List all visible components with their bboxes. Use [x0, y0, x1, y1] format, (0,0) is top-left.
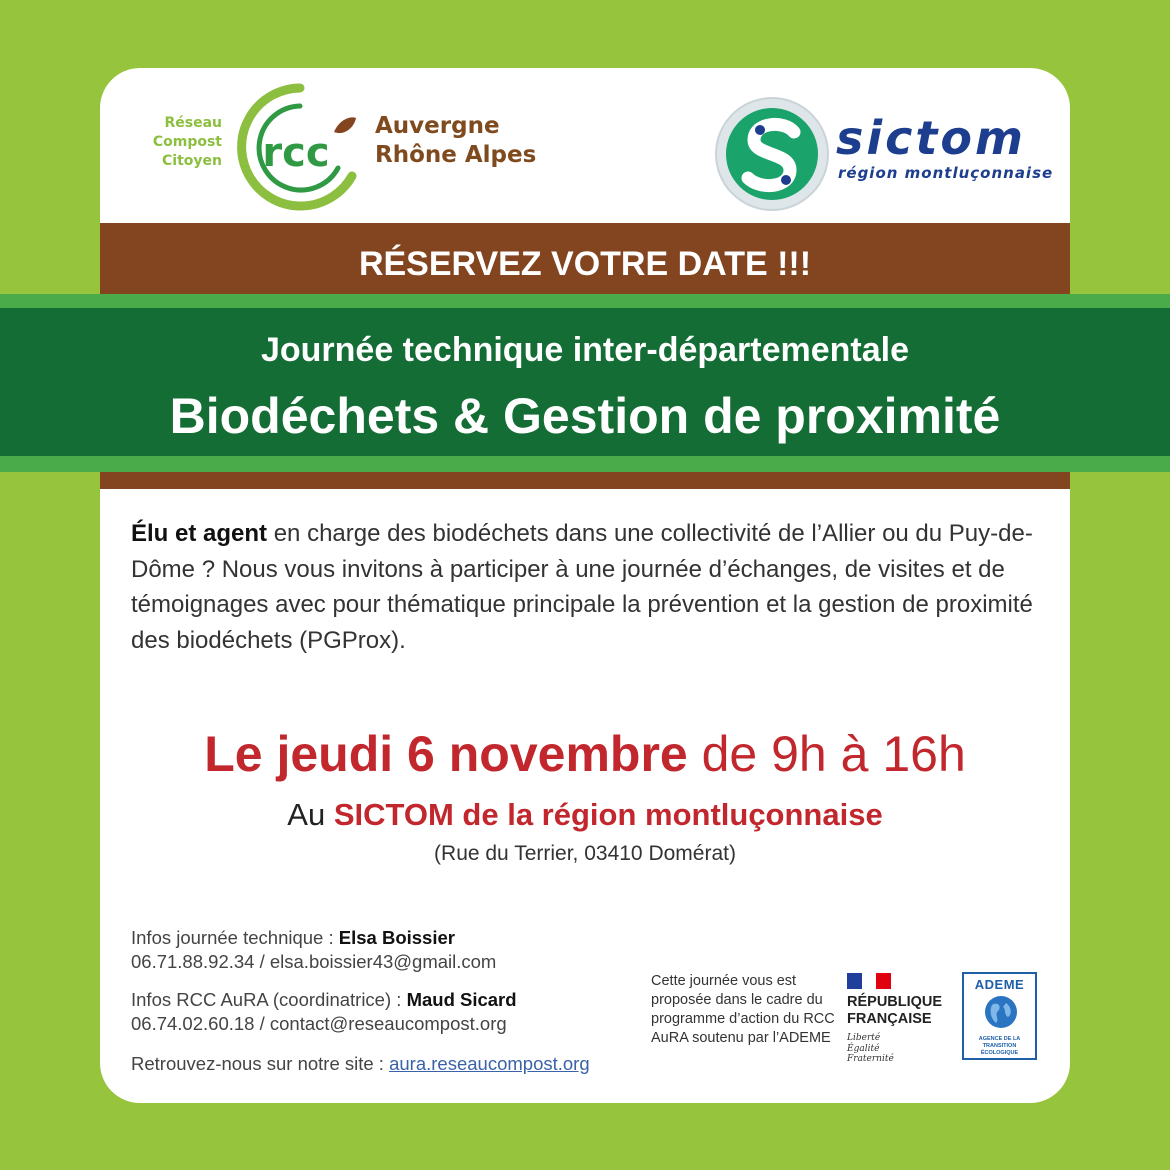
- rf-title-line: RÉPUBLIQUE: [847, 994, 943, 1010]
- ademe-subtitle: [966, 1036, 1033, 1057]
- venue-name: SICTOM de la région montluçonnaise: [333, 797, 883, 832]
- sictom-logo-icon: [712, 94, 832, 214]
- title-band-bottom-strip: [100, 472, 1070, 489]
- flyer-card: [100, 68, 1070, 1103]
- save-date-text: RÉSERVEZ VOTRE DATE !!!: [358, 245, 812, 283]
- rcc-logo-region: [375, 112, 536, 170]
- contact-tech-label: Infos journée technique :: [131, 927, 339, 948]
- sictom-logo-subtitle: région montluçonnaise: [838, 164, 1054, 182]
- event-subtitle: Journée technique inter-départementale: [260, 331, 910, 369]
- rcc-logo-tagline: [142, 114, 222, 171]
- event-venue: [100, 796, 1070, 834]
- rf-motto-line: Liberté: [847, 1033, 881, 1043]
- rcc-tagline-line: Compost: [152, 134, 222, 150]
- ademe-logo: [962, 972, 1037, 1060]
- ademe-title: ADEME: [974, 977, 1025, 992]
- contact-tech: [131, 926, 496, 974]
- republique-francaise-logo: [847, 973, 957, 1065]
- sictom-logo-wordmark: sictom: [836, 111, 1026, 165]
- rf-title-line: FRANÇAISE: [847, 1011, 932, 1027]
- venue-prefix: Au: [287, 797, 334, 832]
- rf-motto-line: Égalité: [847, 1043, 880, 1054]
- marianne-flag-icon: [847, 973, 891, 989]
- contact-tech-name: Elsa Boissier: [338, 927, 455, 948]
- event-address: (Rue du Terrier, 03410 Domérat): [434, 842, 736, 865]
- ademe-sub-line: TRANSITION: [982, 1043, 1017, 1049]
- rcc-tagline-line: Réseau: [164, 115, 222, 131]
- rf-motto-line: Fraternité: [847, 1054, 894, 1064]
- ademe-sub-line: ÉCOLOGIQUE: [980, 1050, 1019, 1056]
- rcc-region-line: Auvergne: [375, 113, 500, 139]
- event-time: de 9h à 16h: [687, 726, 966, 782]
- website-link[interactable]: aura.reseaucompost.org: [389, 1053, 590, 1074]
- contact-tech-details: 06.71.88.92.34 / elsa.boissier43@gmail.com: [131, 951, 497, 972]
- rcc-mark-text: rcc: [262, 130, 330, 176]
- website-label: Retrouvez-nous sur notre site :: [131, 1053, 390, 1074]
- contact-rcc-name: Maud Sicard: [406, 989, 517, 1010]
- funding-note: Cette journée vous est proposée dans le cadre du programme d’action du RCC AuRA soutenu par l’ADEME: [651, 973, 835, 1046]
- rcc-region-line: Rhône Alpes: [375, 142, 537, 168]
- contact-rcc-label: Infos RCC AuRA (coordinatrice) :: [131, 989, 407, 1010]
- intro-paragraph: [131, 516, 1046, 658]
- event-date: [100, 724, 1070, 784]
- ademe-sub-line: AGENCE DE LA: [978, 1036, 1021, 1042]
- rcc-logo-icon: [230, 80, 370, 215]
- event-title: Biodéchets & Gestion de proximité: [169, 388, 1001, 444]
- contact-rcc-details: 06.74.02.60.18 / contact@reseaucompost.org: [131, 1013, 507, 1034]
- globe-icon: [984, 995, 1018, 1029]
- rcc-tagline-line: Citoyen: [162, 153, 222, 169]
- event-day: Le jeudi 6 novembre: [204, 726, 688, 782]
- intro-text: en charge des biodéchets dans une collectivité de l’Allier ou du Puy-de-Dôme ? Nous vous invitons à participer à une journée d’échanges, de visites et de témoignages avec pour thématique principale la prévention et la gestion de proximité des biodéchets (PGProx).: [131, 520, 1033, 654]
- contact-rcc: [131, 988, 517, 1036]
- intro-bold: Élu et agent: [131, 520, 268, 547]
- website-line: [131, 1052, 590, 1076]
